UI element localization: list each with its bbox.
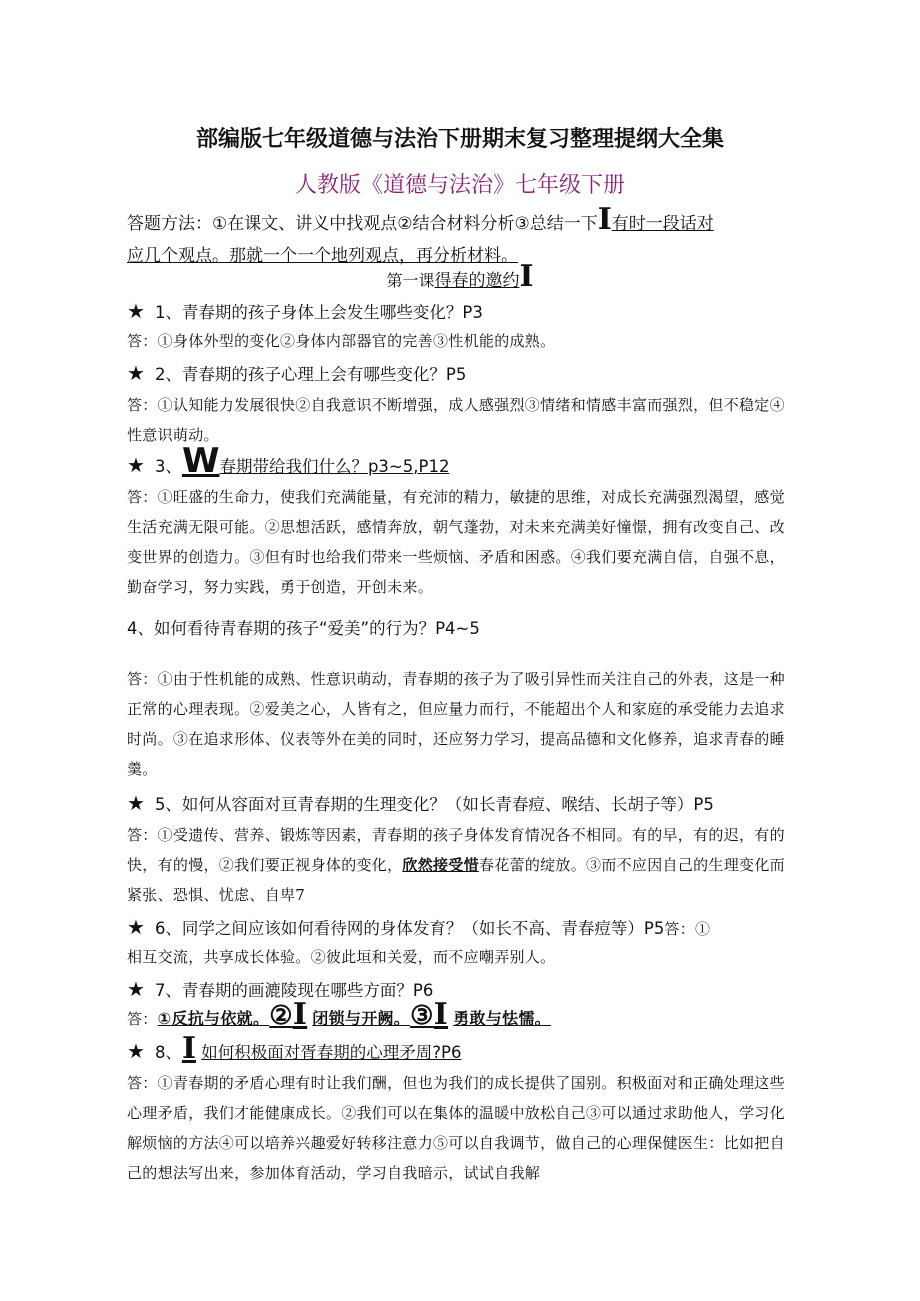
lesson-name: 得春的邀约 [434,271,520,291]
method-text-b: 有时一段话对 [611,214,714,234]
answer-text-a: 答：①受遗传、营养、锻炼等因素，青春期的孩子身体发育情况各不相同。有的早，有的迟，有的快，有的慢，②我们要正视身体的变化， [127,826,785,874]
star-icon: ★ [127,915,145,939]
answer-5 [127,820,793,910]
document-subtitle: 人教版《道德与法治》七年级下册 [294,173,625,198]
answer-7 [127,997,793,1034]
question-text: 春期带给我们什么？p3~5,P12 [219,457,450,476]
lesson-glyph: I [519,259,534,294]
answer-1: 答：①身体外型的变化②身体内部器官的完善③性机能的成熟。 [127,332,556,350]
star-icon: ★ [127,361,145,385]
question-1 [127,296,793,328]
question-4: 4、如何看待青春期的孩子“爱美”的行为？P4~5 [127,619,480,638]
answer-method [127,202,793,272]
question-3 [127,441,793,482]
star-icon: ★ [127,791,145,815]
method-text-c: 应几个观点。那就一个一个地列观点，再分析材料。 [127,246,518,266]
answer-underlined: 欣然接受惜 [402,856,479,874]
question-6 [127,912,793,944]
method-text-a: 答题方法：①在课文、讲义中找观点②结合材料分析③总结一下 [127,214,598,234]
answer-6-inline: 答：① [664,920,711,938]
lesson-prefix: 第一课 [386,271,435,290]
answer-item-1: ①反抗与依就。 [157,1009,270,1028]
question-5 [127,788,793,820]
star-icon: ★ [127,977,145,1001]
star-icon: ★ [127,453,145,477]
answer-glyph: I [433,997,449,1032]
question-text: 2、青春期的孩子心理上会有哪些变化？P5 [154,365,467,384]
question-7 [127,974,793,1006]
question-text: 7、青春期的画漉陵现在哪些方面？P6 [154,981,434,1000]
question-glyph: W [181,441,220,481]
question-number: 8、 [154,1043,182,1062]
question-2 [127,358,793,390]
answer-item-3-num: ③ [410,1001,434,1031]
question-glyph: I [181,1031,196,1066]
answer-8: 答：①青春期的矛盾心理有时让我们酬，但也为我们的成长提供了国别。积极面对和正确处理这些心理矛盾，我们才能健康成长。②我们可以在集体的温暖中放松自己③可以通过求助他人，学习化解烦恼的方法④可以培养兴趣爱好转移注意力⑤可以自我调节，做自己的心理保健医生：比如把自己的想法写出来，参加体育活动，学习自我暗示，试试自我解 [127,1074,785,1182]
answer-glyph: I [292,997,308,1032]
question-text: 如何积极面对胥春期的心理矛周?P6 [201,1043,462,1062]
answer-item-2: 闭锁与开阙。 [312,1009,411,1028]
answer-prefix: 答： [127,1010,158,1028]
lesson-heading [0,259,920,294]
question-text: 5、如何从容面对亘青春期的生理变化？（如长青春痘、喉结、长胡子等）P5 [154,795,714,814]
star-icon: ★ [127,1039,145,1063]
answer-item-3: 勇敢与怯懦。 [453,1009,551,1028]
answer-6: 相互交流，共享成长体验。②彼此垣和关爱，而不应嘲弄别人。 [127,948,556,966]
question-text: 1、青春期的孩子身体上会发生哪些变化？P3 [154,303,483,322]
document-title: 部编版七年级道德与法治下册期末复习整理提纲大全集 [195,127,724,152]
question-text: 6、同学之间应该如何看待网的身体发育？（如长不高、青春痘等）P5 [154,919,665,938]
answer-2: 答：①认知能力发展很快②自我意识不断增强，成人感强烈③情绪和情感丰富而强烈，但不稳定④性意识萌动。 [127,396,785,444]
answer-item-2-num: ② [269,1001,293,1031]
star-icon: ★ [127,299,145,323]
answer-text-b: 春花蕾的绽放。③而不应因自己的生理变化而紧张、恐惧、忧虑、自卑7 [127,856,785,904]
question-8 [127,1031,793,1068]
question-number: 3、 [154,457,182,476]
method-glyph: I [597,202,612,237]
answer-4: 答：①由于性机能的成熟、性意识萌动，青春期的孩子为了吸引异性而关注自己的外表，这是一种正常的心理表现。②爱美之心，人皆有之，但应量力而行，不能超出个人和家庭的承受能力去追求时尚。③在追求形体、仪表等外在美的同时，还应努力学习，提高品德和文化修养，追求青春的睡羹。 [127,670,785,778]
answer-3: 答：①旺盛的生命力，使我们充满能量，有充沛的精力，敏捷的思维，对成长充满强烈渴望，感觉生活充满无限可能。②思想活跃，感情奔放，朝气蓬勃，对未来充满美好憧憬，拥有改变自己、改变世界的创造力。③但有时也给我们带来一些烦恼、矛盾和困惑。④我们要充满自信，自强不息，勤奋学习，努力实践，勇于创造，开创未来。 [127,488,785,596]
